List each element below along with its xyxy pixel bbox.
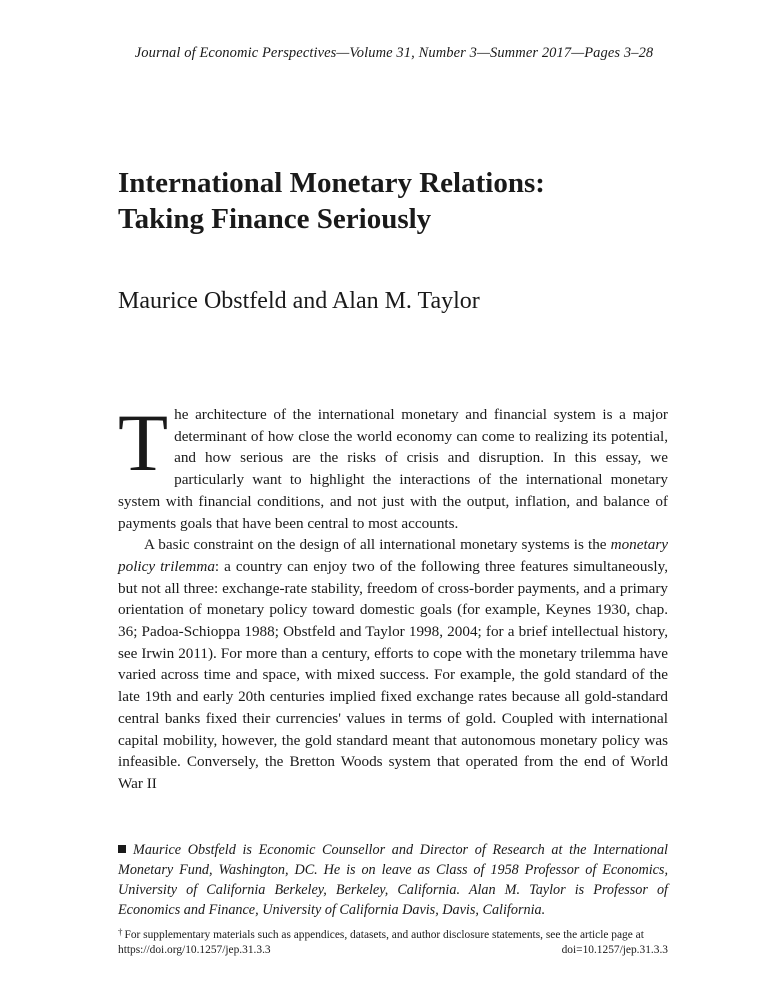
trilemma-term: monetary policy trilemma <box>118 536 668 575</box>
author-note-text: Maurice Obstfeld is Economic Counsellor and Director of Research at the International Monetary Fund, Washington, DC. He is on leave as Class of 1958 Professor of Economics, University of California Berkeley, Berkeley, California. Alan M. Taylor is Professor of Economics and Finance, University of California Davis, Davis, California. <box>118 842 668 918</box>
paragraph-1-text: he architecture of the international monetary and financial system is a major determinant of how close the world economy can come to realizing its potential, and how serious are the risks of crisis and disruption. In this essay, we particularly want to highlight the interactions of the international monetary system with financial conditions, and not just with the output, inflation, and balance of payments goals that have been central to most accounts. <box>118 406 668 532</box>
doi-line <box>118 943 668 958</box>
dagger-mark: † <box>118 927 123 937</box>
square-bullet-icon <box>118 845 126 853</box>
author-byline: Maurice Obstfeld and Alan M. Taylor <box>118 288 480 314</box>
supp-note-text-line <box>118 925 668 943</box>
author-affiliation-note <box>118 840 668 920</box>
drop-cap: T <box>118 397 169 488</box>
running-head: Journal of Economic Perspectives—Volume 31, Number 3—Summer 2017—Pages 3–28 <box>134 45 654 61</box>
title-line-1: International Monetary Relations: <box>118 167 545 199</box>
article-title <box>118 165 678 237</box>
paragraph-2 <box>118 534 668 794</box>
article-url-link[interactable]: https://doi.org/10.1257/jep.31.3.3 <box>118 943 271 956</box>
paragraph-2-lead: A basic constraint on the design of all international monetary systems is the <box>144 536 611 554</box>
article-body <box>118 397 668 795</box>
paragraph-2-rest: : a country can enjoy two of the following three features simultaneously, but not all three: exchange-rate stability, freedom of cross-border payments, and a primary orientation of monetary policy toward domestic goals (for example, Keynes 1930, chap. 36; Padoa-Schioppa 1988; Obstfeld and Taylor 1998, 2004; for a brief intellectual history, see Irwin 2011). For more than a century, efforts to cope with the monetary trilemma have varied across time and space, with mixed success. For example, the gold standard of the late 19th and early 20th centuries implied fixed exchange rates because all gold-standard central banks fixed their currencies' values in terms of gold. Coupled with international capital mobility, however, the gold standard meant that autonomous monetary policy was infeasible. Conversely, the Bretton Woods system that operated from the end of World War II <box>118 557 668 792</box>
doi-label: doi=10.1257/jep.31.3.3 <box>561 943 668 956</box>
supp-note-text: For supplementary materials such as appendices, datasets, and author disclosure statements, see the article page at <box>124 929 644 941</box>
paragraph-1 <box>118 397 668 534</box>
supplementary-footnote <box>118 925 668 957</box>
title-line-2: Taking Finance Seriously <box>118 203 432 235</box>
